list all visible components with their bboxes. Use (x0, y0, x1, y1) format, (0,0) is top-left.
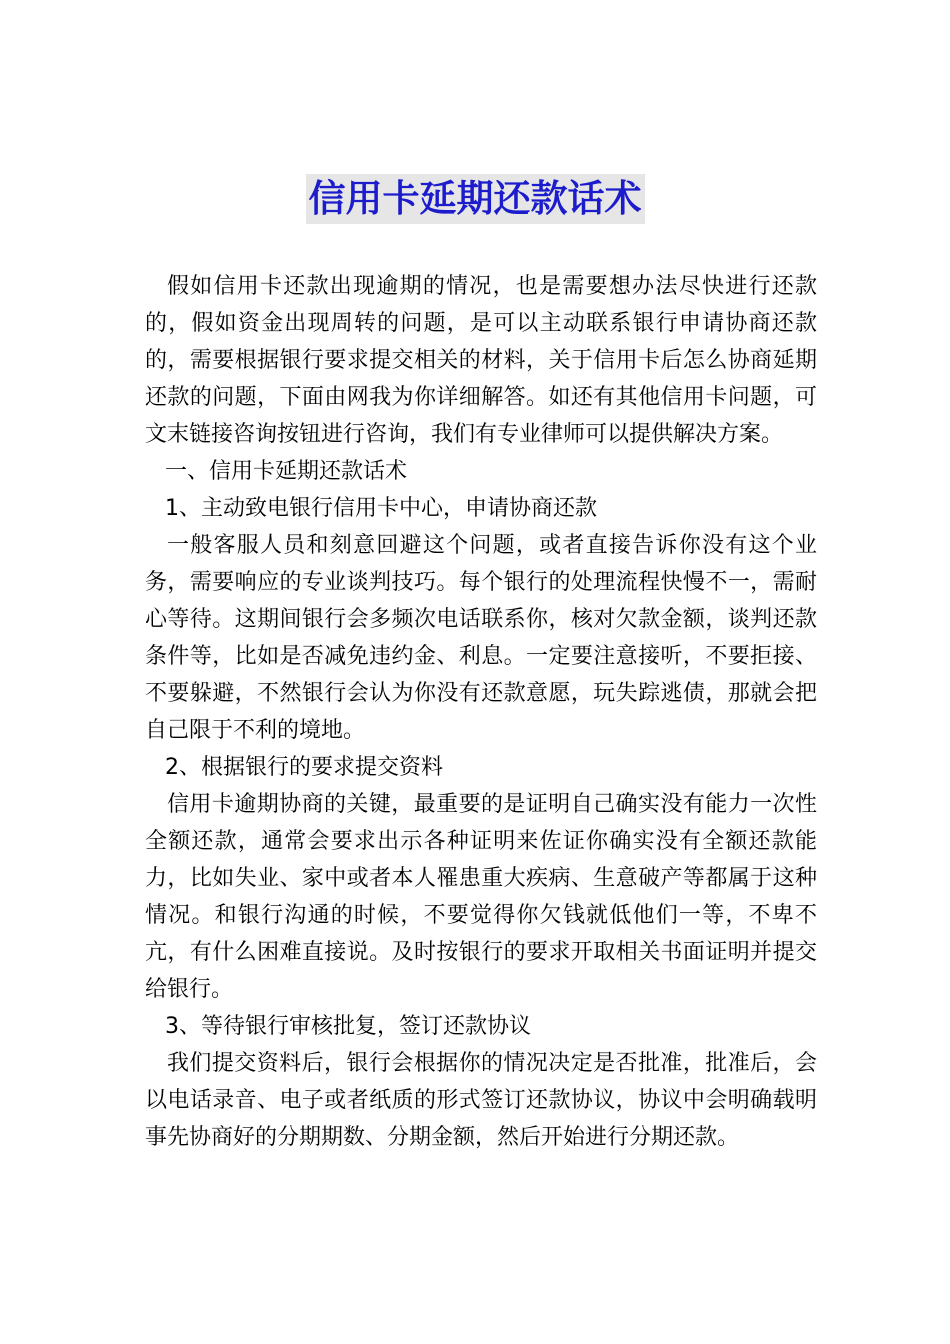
subsection-paragraph-2: 信用卡逾期协商的关键，最重要的是证明自己确实没有能力一次性全额还款，通常会要求出示各种证明来佐证你确实没有全额还款能力，比如失业、家中或者本人罹患重大疾病、生意破产等都属于这种情况。和银行沟通的时候，不要觉得你欠钱就低他们一等，不卑不亢，有什么困难直接说。及时按银行的要求开取相关书面证明并提交给银行。 (145, 792, 817, 1002)
subsection-paragraph-3: 我们提交资料后，银行会根据你的情况决定是否批准，批准后，会以电话录音、电子或者纸质的形式签订还款协议，协议中会明确载明事先协商好的分期期数、分期金额，然后开始进行分期还款。 (145, 1051, 817, 1150)
intro-paragraph: 假如信用卡还款出现逾期的情况，也是需要想办法尽快进行还款的，假如资金出现周转的问题，是可以主动联系银行申请协商还款的，需要根据银行要求提交相关的材料，关于信用卡后怎么协商延期还款的问题，下面由网我为你详细解答。如还有其他信用卡问题，可文末链接咨询按钮进行咨询，我们有专业律师可以提供解决方案。 (145, 274, 817, 447)
title-container (0, 174, 950, 224)
subsection-heading-3: 3、等待银行审核批复，签订还款协议 (165, 1014, 531, 1039)
section-heading: 一、信用卡延期还款话术 (165, 459, 408, 484)
document-title: 信用卡延期还款话术 (306, 174, 645, 224)
subsection-paragraph-1: 一般客服人员和刻意回避这个问题，或者直接告诉你没有这个业务，需要响应的专业谈判技巧。每个银行的处理流程快慢不一，需耐心等待。这期间银行会多频次电话联系你，核对欠款金额，谈判还款条件等，比如是否减免违约金、利息。一定要注意接听，不要拒接、不要躲避，不然银行会认为你没有还款意愿，玩失踪逃债，那就会把自己限于不利的境地。 (145, 533, 817, 743)
subsection-heading-2: 2、根据银行的要求提交资料 (165, 755, 443, 780)
document-body (145, 268, 817, 1156)
subsection-heading-1: 1、主动致电银行信用卡中心，申请协商还款 (165, 496, 597, 521)
